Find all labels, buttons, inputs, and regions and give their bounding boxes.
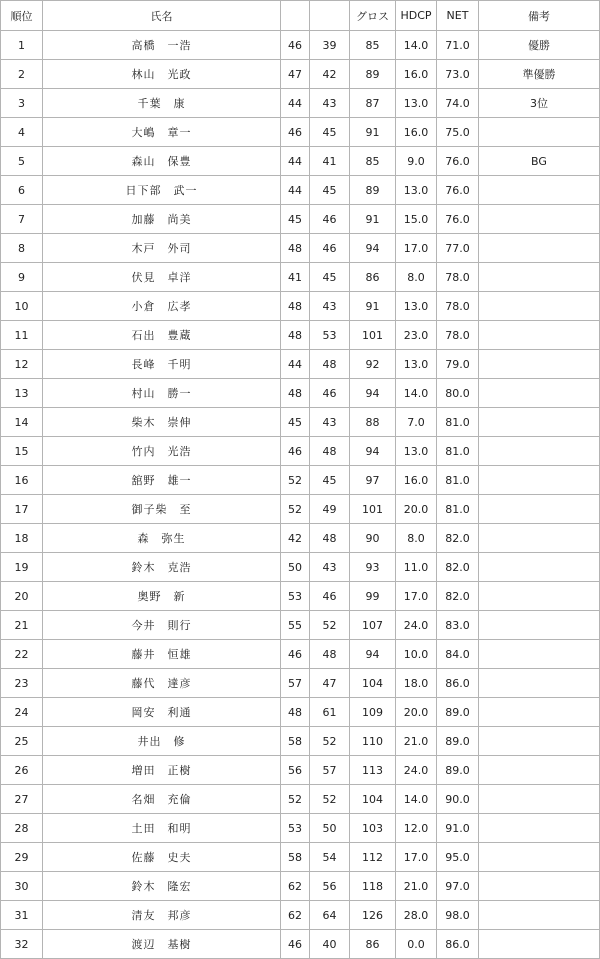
cell-name: 森 弥生	[43, 524, 281, 553]
cell-net: 76.0	[437, 205, 479, 234]
table-row	[1, 205, 600, 234]
table-body	[1, 31, 600, 959]
cell-hdcp: 21.0	[396, 727, 437, 756]
cell-name: 奥野 新	[43, 582, 281, 611]
cell-out: 52	[281, 785, 310, 814]
table-row	[1, 176, 600, 205]
cell-net: 73.0	[437, 60, 479, 89]
cell-gross: 112	[350, 843, 396, 872]
cell-net: 97.0	[437, 872, 479, 901]
cell-in: 46	[310, 205, 350, 234]
cell-remarks	[479, 727, 600, 756]
cell-gross: 94	[350, 234, 396, 263]
cell-hdcp: 28.0	[396, 901, 437, 930]
cell-rank: 29	[1, 843, 43, 872]
cell-gross: 91	[350, 205, 396, 234]
cell-in: 39	[310, 31, 350, 60]
cell-net: 83.0	[437, 611, 479, 640]
cell-rank: 14	[1, 408, 43, 437]
table-row	[1, 263, 600, 292]
table-row	[1, 785, 600, 814]
cell-rank: 26	[1, 756, 43, 785]
header-remarks: 備考	[479, 1, 600, 31]
cell-in: 52	[310, 611, 350, 640]
table-row	[1, 727, 600, 756]
cell-gross: 86	[350, 930, 396, 959]
cell-in: 42	[310, 60, 350, 89]
cell-remarks: BG	[479, 147, 600, 176]
cell-out: 52	[281, 495, 310, 524]
cell-in: 45	[310, 263, 350, 292]
cell-net: 89.0	[437, 727, 479, 756]
cell-in: 45	[310, 176, 350, 205]
cell-net: 81.0	[437, 466, 479, 495]
cell-hdcp: 11.0	[396, 553, 437, 582]
cell-in: 46	[310, 582, 350, 611]
cell-gross: 110	[350, 727, 396, 756]
cell-gross: 85	[350, 147, 396, 176]
table-row	[1, 495, 600, 524]
cell-gross: 94	[350, 379, 396, 408]
cell-name: 大嶋 章一	[43, 118, 281, 147]
table-row	[1, 292, 600, 321]
cell-out: 41	[281, 263, 310, 292]
cell-hdcp: 13.0	[396, 176, 437, 205]
cell-out: 46	[281, 437, 310, 466]
cell-name: 千葉 康	[43, 89, 281, 118]
cell-net: 75.0	[437, 118, 479, 147]
cell-gross: 91	[350, 292, 396, 321]
cell-hdcp: 16.0	[396, 466, 437, 495]
cell-name: 伏見 卓洋	[43, 263, 281, 292]
cell-hdcp: 9.0	[396, 147, 437, 176]
header-rank: 順位	[1, 1, 43, 31]
cell-in: 46	[310, 379, 350, 408]
cell-in: 46	[310, 234, 350, 263]
cell-remarks	[479, 698, 600, 727]
table-row	[1, 31, 600, 60]
cell-gross: 94	[350, 437, 396, 466]
cell-name: 増田 正樹	[43, 756, 281, 785]
cell-rank: 10	[1, 292, 43, 321]
cell-net: 79.0	[437, 350, 479, 379]
header-out	[281, 1, 310, 31]
cell-net: 76.0	[437, 147, 479, 176]
cell-net: 98.0	[437, 901, 479, 930]
cell-net: 78.0	[437, 292, 479, 321]
cell-name: 井出 修	[43, 727, 281, 756]
table-row	[1, 379, 600, 408]
cell-rank: 9	[1, 263, 43, 292]
cell-in: 53	[310, 321, 350, 350]
cell-hdcp: 13.0	[396, 437, 437, 466]
cell-gross: 86	[350, 263, 396, 292]
cell-rank: 24	[1, 698, 43, 727]
cell-out: 46	[281, 31, 310, 60]
cell-out: 56	[281, 756, 310, 785]
cell-remarks	[479, 321, 600, 350]
cell-hdcp: 14.0	[396, 379, 437, 408]
cell-gross: 89	[350, 176, 396, 205]
cell-out: 48	[281, 379, 310, 408]
cell-in: 52	[310, 785, 350, 814]
cell-net: 86.0	[437, 930, 479, 959]
cell-rank: 30	[1, 872, 43, 901]
cell-rank: 1	[1, 31, 43, 60]
cell-hdcp: 23.0	[396, 321, 437, 350]
cell-out: 50	[281, 553, 310, 582]
cell-hdcp: 24.0	[396, 611, 437, 640]
cell-rank: 21	[1, 611, 43, 640]
cell-hdcp: 0.0	[396, 930, 437, 959]
table-row	[1, 524, 600, 553]
cell-rank: 32	[1, 930, 43, 959]
cell-remarks	[479, 901, 600, 930]
cell-remarks	[479, 234, 600, 263]
cell-remarks	[479, 379, 600, 408]
table-row	[1, 611, 600, 640]
header-in	[310, 1, 350, 31]
cell-gross: 88	[350, 408, 396, 437]
cell-gross: 89	[350, 60, 396, 89]
cell-remarks: 優勝	[479, 31, 600, 60]
table-row	[1, 698, 600, 727]
cell-gross: 91	[350, 118, 396, 147]
cell-net: 90.0	[437, 785, 479, 814]
cell-rank: 13	[1, 379, 43, 408]
cell-out: 44	[281, 350, 310, 379]
cell-hdcp: 17.0	[396, 582, 437, 611]
cell-rank: 20	[1, 582, 43, 611]
table-row	[1, 814, 600, 843]
cell-rank: 27	[1, 785, 43, 814]
cell-gross: 101	[350, 495, 396, 524]
cell-out: 48	[281, 234, 310, 263]
cell-rank: 3	[1, 89, 43, 118]
cell-in: 43	[310, 89, 350, 118]
cell-gross: 87	[350, 89, 396, 118]
table-row	[1, 234, 600, 263]
cell-remarks	[479, 437, 600, 466]
table-row	[1, 901, 600, 930]
cell-net: 81.0	[437, 408, 479, 437]
cell-out: 44	[281, 89, 310, 118]
cell-in: 49	[310, 495, 350, 524]
cell-gross: 94	[350, 640, 396, 669]
cell-hdcp: 8.0	[396, 263, 437, 292]
table-row	[1, 60, 600, 89]
cell-rank: 4	[1, 118, 43, 147]
cell-in: 48	[310, 524, 350, 553]
cell-remarks	[479, 205, 600, 234]
cell-gross: 97	[350, 466, 396, 495]
cell-name: 高橋 一浩	[43, 31, 281, 60]
cell-hdcp: 8.0	[396, 524, 437, 553]
cell-name: 藤井 恒雄	[43, 640, 281, 669]
cell-name: 加藤 尚美	[43, 205, 281, 234]
cell-in: 47	[310, 669, 350, 698]
cell-out: 44	[281, 147, 310, 176]
cell-name: 岡安 利通	[43, 698, 281, 727]
cell-out: 52	[281, 466, 310, 495]
cell-remarks	[479, 582, 600, 611]
table-row	[1, 843, 600, 872]
table-row	[1, 437, 600, 466]
table-row	[1, 147, 600, 176]
table-row	[1, 89, 600, 118]
cell-in: 48	[310, 350, 350, 379]
cell-out: 53	[281, 582, 310, 611]
header-hdcp: HDCP	[396, 1, 437, 31]
cell-hdcp: 13.0	[396, 350, 437, 379]
cell-net: 71.0	[437, 31, 479, 60]
cell-rank: 8	[1, 234, 43, 263]
cell-out: 58	[281, 727, 310, 756]
cell-rank: 23	[1, 669, 43, 698]
cell-remarks	[479, 785, 600, 814]
cell-hdcp: 10.0	[396, 640, 437, 669]
cell-gross: 126	[350, 901, 396, 930]
cell-remarks	[479, 176, 600, 205]
cell-hdcp: 18.0	[396, 669, 437, 698]
cell-in: 45	[310, 466, 350, 495]
cell-in: 54	[310, 843, 350, 872]
cell-name: 今井 則行	[43, 611, 281, 640]
cell-rank: 31	[1, 901, 43, 930]
cell-net: 81.0	[437, 437, 479, 466]
cell-gross: 90	[350, 524, 396, 553]
cell-in: 64	[310, 901, 350, 930]
cell-out: 45	[281, 408, 310, 437]
cell-rank: 6	[1, 176, 43, 205]
cell-hdcp: 17.0	[396, 234, 437, 263]
cell-name: 藤代 達彦	[43, 669, 281, 698]
cell-name: 名畑 充倫	[43, 785, 281, 814]
cell-rank: 17	[1, 495, 43, 524]
cell-hdcp: 21.0	[396, 872, 437, 901]
cell-rank: 19	[1, 553, 43, 582]
cell-out: 48	[281, 292, 310, 321]
cell-out: 48	[281, 698, 310, 727]
cell-out: 45	[281, 205, 310, 234]
cell-hdcp: 14.0	[396, 31, 437, 60]
cell-net: 78.0	[437, 263, 479, 292]
cell-in: 41	[310, 147, 350, 176]
cell-hdcp: 13.0	[396, 89, 437, 118]
cell-out: 55	[281, 611, 310, 640]
cell-rank: 15	[1, 437, 43, 466]
header-name: 氏名	[43, 1, 281, 31]
cell-in: 61	[310, 698, 350, 727]
cell-remarks	[479, 118, 600, 147]
cell-in: 45	[310, 118, 350, 147]
cell-rank: 18	[1, 524, 43, 553]
cell-hdcp: 20.0	[396, 495, 437, 524]
cell-remarks: 準優勝	[479, 60, 600, 89]
header-row	[1, 1, 600, 31]
cell-gross: 92	[350, 350, 396, 379]
cell-name: 鈴木 隆宏	[43, 872, 281, 901]
table-row	[1, 669, 600, 698]
cell-out: 53	[281, 814, 310, 843]
cell-remarks	[479, 408, 600, 437]
cell-rank: 16	[1, 466, 43, 495]
cell-hdcp: 24.0	[396, 756, 437, 785]
cell-rank: 5	[1, 147, 43, 176]
table-row	[1, 872, 600, 901]
cell-in: 43	[310, 553, 350, 582]
cell-gross: 93	[350, 553, 396, 582]
cell-gross: 109	[350, 698, 396, 727]
cell-net: 86.0	[437, 669, 479, 698]
cell-out: 57	[281, 669, 310, 698]
cell-hdcp: 17.0	[396, 843, 437, 872]
cell-in: 56	[310, 872, 350, 901]
cell-net: 89.0	[437, 698, 479, 727]
cell-rank: 12	[1, 350, 43, 379]
cell-out: 62	[281, 901, 310, 930]
cell-out: 46	[281, 118, 310, 147]
cell-hdcp: 7.0	[396, 408, 437, 437]
cell-hdcp: 14.0	[396, 785, 437, 814]
cell-net: 91.0	[437, 814, 479, 843]
cell-hdcp: 20.0	[396, 698, 437, 727]
cell-net: 82.0	[437, 553, 479, 582]
cell-net: 77.0	[437, 234, 479, 263]
cell-in: 40	[310, 930, 350, 959]
cell-name: 舘野 雄一	[43, 466, 281, 495]
cell-name: 小倉 広孝	[43, 292, 281, 321]
cell-remarks	[479, 495, 600, 524]
cell-net: 74.0	[437, 89, 479, 118]
cell-rank: 22	[1, 640, 43, 669]
header-net: NET	[437, 1, 479, 31]
cell-gross: 101	[350, 321, 396, 350]
cell-gross: 99	[350, 582, 396, 611]
cell-hdcp: 15.0	[396, 205, 437, 234]
cell-gross: 118	[350, 872, 396, 901]
cell-out: 47	[281, 60, 310, 89]
table-row	[1, 582, 600, 611]
cell-name: 渡辺 基樹	[43, 930, 281, 959]
cell-in: 43	[310, 408, 350, 437]
cell-name: 佐藤 史夫	[43, 843, 281, 872]
cell-hdcp: 13.0	[396, 292, 437, 321]
cell-remarks	[479, 669, 600, 698]
table-row	[1, 118, 600, 147]
cell-net: 81.0	[437, 495, 479, 524]
cell-hdcp: 16.0	[396, 60, 437, 89]
cell-in: 48	[310, 437, 350, 466]
cell-in: 50	[310, 814, 350, 843]
cell-out: 46	[281, 640, 310, 669]
cell-remarks	[479, 640, 600, 669]
table-row	[1, 408, 600, 437]
cell-rank: 25	[1, 727, 43, 756]
cell-name: 柴木 崇伸	[43, 408, 281, 437]
cell-name: 村山 勝一	[43, 379, 281, 408]
cell-gross: 113	[350, 756, 396, 785]
cell-name: 御子柴 至	[43, 495, 281, 524]
table-row	[1, 553, 600, 582]
cell-in: 48	[310, 640, 350, 669]
cell-remarks	[479, 524, 600, 553]
cell-remarks	[479, 263, 600, 292]
cell-net: 80.0	[437, 379, 479, 408]
cell-gross: 104	[350, 785, 396, 814]
cell-out: 42	[281, 524, 310, 553]
cell-gross: 103	[350, 814, 396, 843]
cell-net: 95.0	[437, 843, 479, 872]
cell-out: 58	[281, 843, 310, 872]
cell-net: 82.0	[437, 524, 479, 553]
cell-out: 62	[281, 872, 310, 901]
cell-remarks	[479, 611, 600, 640]
cell-in: 43	[310, 292, 350, 321]
cell-remarks	[479, 814, 600, 843]
cell-net: 82.0	[437, 582, 479, 611]
cell-remarks	[479, 843, 600, 872]
cell-name: 日下部 武一	[43, 176, 281, 205]
cell-name: 土田 和明	[43, 814, 281, 843]
cell-rank: 2	[1, 60, 43, 89]
cell-net: 89.0	[437, 756, 479, 785]
cell-in: 52	[310, 727, 350, 756]
table-row	[1, 640, 600, 669]
cell-remarks	[479, 756, 600, 785]
header-gross: グロス	[350, 1, 396, 31]
cell-remarks	[479, 553, 600, 582]
cell-name: 竹内 光浩	[43, 437, 281, 466]
cell-remarks	[479, 292, 600, 321]
cell-out: 44	[281, 176, 310, 205]
cell-hdcp: 16.0	[396, 118, 437, 147]
cell-net: 76.0	[437, 176, 479, 205]
cell-remarks	[479, 930, 600, 959]
cell-net: 78.0	[437, 321, 479, 350]
cell-gross: 85	[350, 31, 396, 60]
cell-name: 森山 保豊	[43, 147, 281, 176]
cell-in: 57	[310, 756, 350, 785]
cell-remarks	[479, 466, 600, 495]
table-row	[1, 321, 600, 350]
cell-gross: 104	[350, 669, 396, 698]
cell-name: 石出 豊蔵	[43, 321, 281, 350]
cell-gross: 107	[350, 611, 396, 640]
cell-name: 長峰 千明	[43, 350, 281, 379]
cell-rank: 28	[1, 814, 43, 843]
cell-net: 84.0	[437, 640, 479, 669]
cell-name: 林山 光政	[43, 60, 281, 89]
table-row	[1, 930, 600, 959]
cell-remarks	[479, 350, 600, 379]
cell-hdcp: 12.0	[396, 814, 437, 843]
cell-name: 清友 邦彦	[43, 901, 281, 930]
cell-out: 48	[281, 321, 310, 350]
table-row	[1, 756, 600, 785]
cell-remarks: 3位	[479, 89, 600, 118]
cell-name: 木戸 外司	[43, 234, 281, 263]
cell-out: 46	[281, 930, 310, 959]
table-row	[1, 350, 600, 379]
cell-rank: 11	[1, 321, 43, 350]
table-row	[1, 466, 600, 495]
cell-name: 鈴木 克浩	[43, 553, 281, 582]
cell-rank: 7	[1, 205, 43, 234]
cell-remarks	[479, 872, 600, 901]
